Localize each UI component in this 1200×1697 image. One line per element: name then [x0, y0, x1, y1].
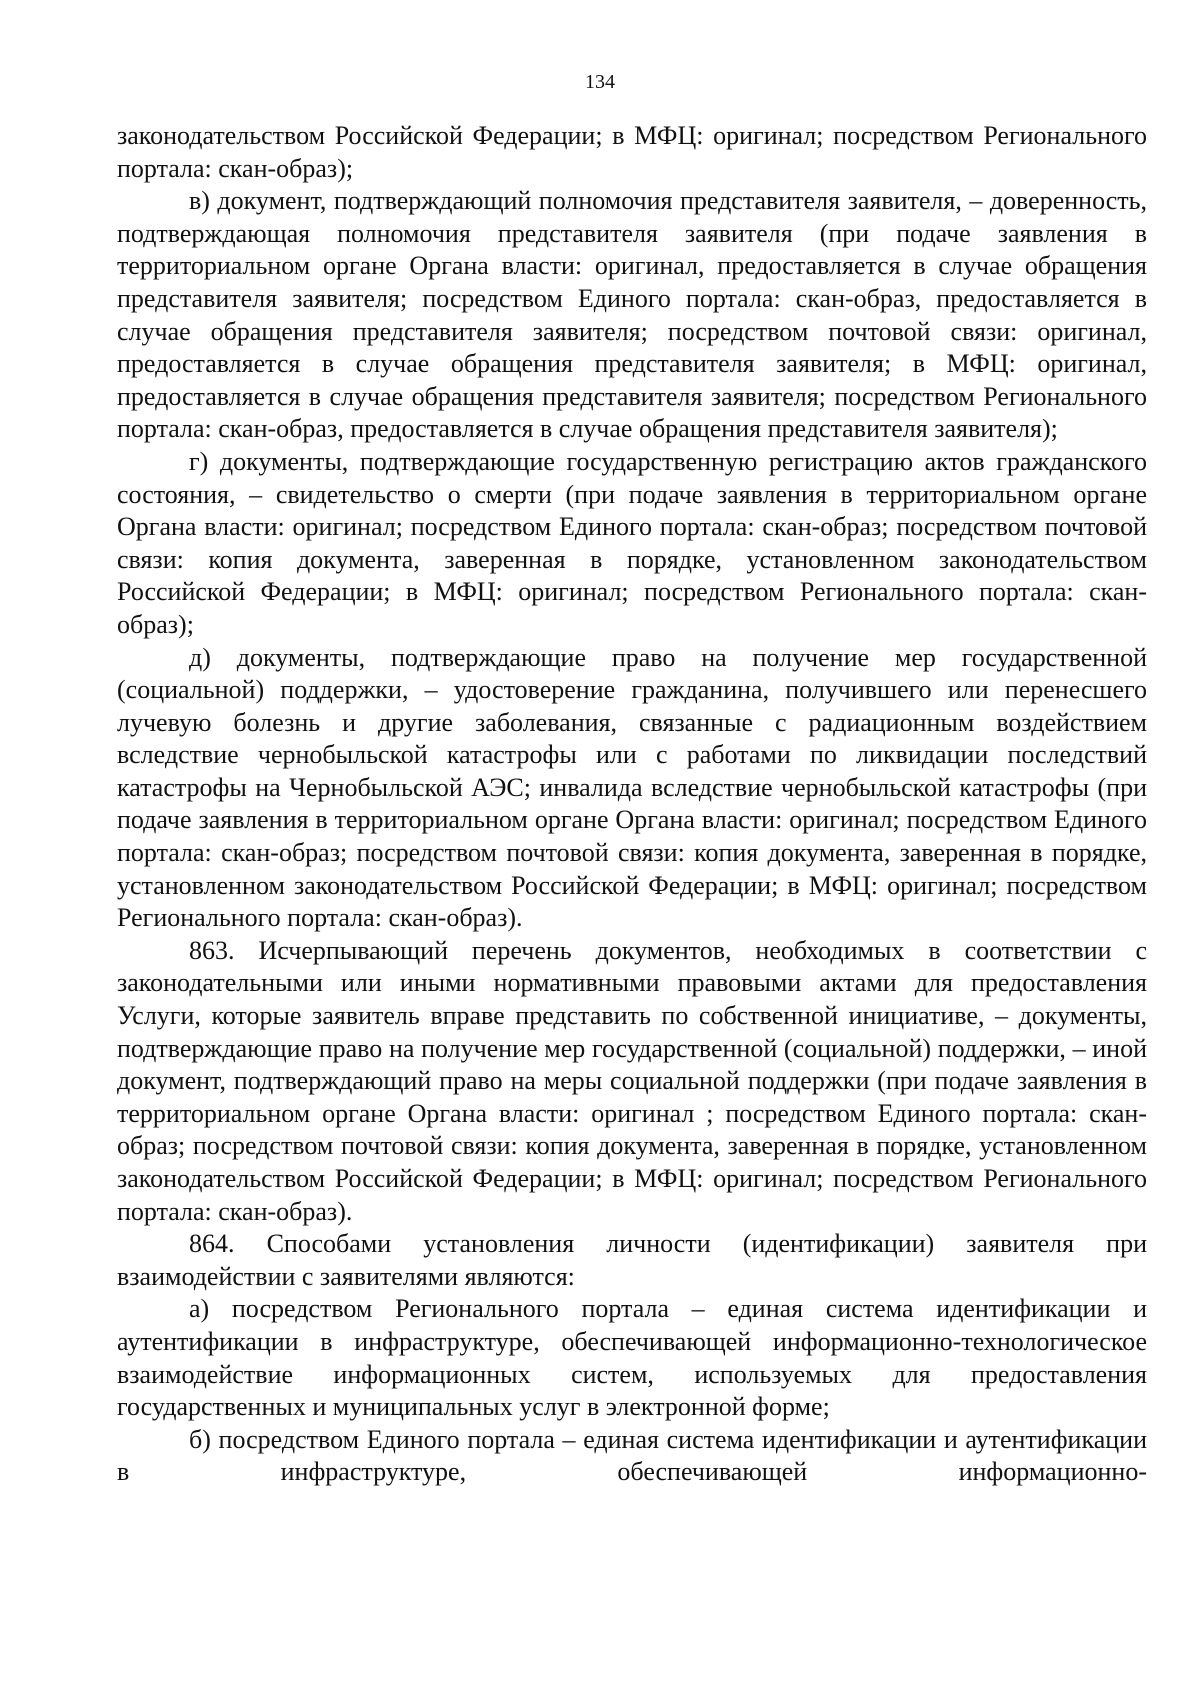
paragraph-continuation: законодательством Российской Федерации; в МФЦ: оригинал; посредством Регионального портала: скан-образ);: [117, 121, 1147, 183]
paragraph-863: 863. Исчерпывающий перечень документов, необходимых в соответствии с законодательными или иными нормативными правовыми актами для предоставления Услуги, которые заявитель вправе представить по собственной инициативе, – документы, подтверждающие право на получение мер государственной (социальной) поддержки, – иной документ, подтверждающий право на меры социальной поддержки (при подаче заявления в территориальном органе Органа власти: оригинал ; посредством Единого портала: скан-образ; посредством почтовой связи: копия документа, заверенная в порядке, установленном законодательством Российской Федерации; в МФЦ: оригинал; посредством Регионального портала: скан-образ).: [117, 935, 1147, 1226]
paragraph-item-d: д) документы, подтверждающие право на получение мер государственной (социальной) поддержки, – удостоверение гражданина, получившего или перенесшего лучевую болезнь и другие заболевания, связанные с радиационным воздействием вследствие чернобыльской катастрофы или с работами по ликвидации последствий катастрофы на Чернобыльской АЭС; инвалида вследствие чернобыльской катастрофы (при подаче заявления в территориальном органе Органа власти: оригинал; посредством Единого портала: скан-образ; посредством почтовой связи: копия документа, заверенная в порядке, установленном законодательством Российской Федерации; в МФЦ: оригинал; посредством Регионального портала: скан-образ).: [117, 642, 1147, 933]
paragraph-item-a: а) посредством Регионального портала – единая система идентификации и аутентификации в инфраструктуре, обеспечивающей информационно-технологическое взаимодействие информационных систем, используемых для предоставления государственных и муниципальных услуг в электронной форме;: [117, 1294, 1147, 1422]
paragraph-864: 864. Способами установления личности (идентификации) заявителя при взаимодействии с заявителями являются:: [117, 1229, 1147, 1291]
document-body: [117, 120, 1147, 1489]
paragraph-item-b: б) посредством Единого портала – единая система идентификации и аутентификации в инфраструктуре, обеспечивающей информационно-: [117, 1424, 1147, 1487]
paragraph-item-v: в) документ, подтверждающий полномочия представителя заявителя, – доверенность, подтверждающая полномочия представителя заявителя (при подаче заявления в территориальном органе Органа власти: оригинал, предоставляется в случае обращения представителя заявителя; посредством Единого портала: скан-образ, предоставляется в случае обращения представителя заявителя; посредством почтовой связи: оригинал, предоставляется в случае обращения представителя заявителя; в МФЦ: оригинал, предоставляется в случае обращения представителя заявителя; посредством Регионального портала: скан-образ, предоставляется в случае обращения представителя заявителя);: [117, 186, 1147, 444]
paragraph-item-g: г) документы, подтверждающие государственную регистрацию актов гражданского состояния, – свидетельство о смерти (при подаче заявления в территориальном органе Органа власти: оригинал; посредством Единого портала: скан-образ; посредством почтовой связи: копия документа, заверенная в порядке, установленном законодательством Российской Федерации; в МФЦ: оригинал; посредством Регионального портала: скан-образ);: [117, 446, 1147, 639]
page-number: 134: [585, 71, 615, 93]
